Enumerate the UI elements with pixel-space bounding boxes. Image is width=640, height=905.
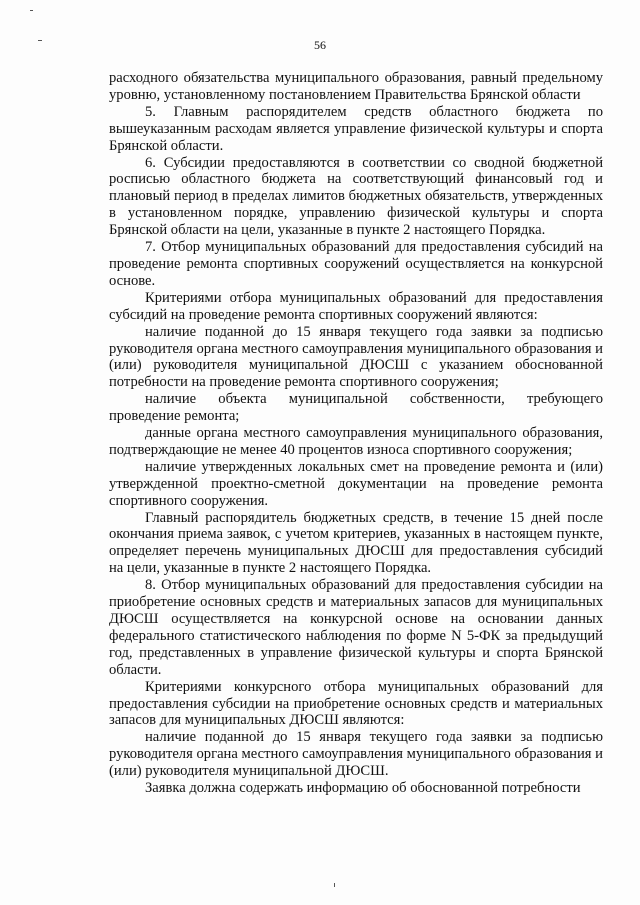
paragraph: расходного обязательства муниципального образования, равный предельному уровню, установленному постановлением Правительства Брянской области xyxy=(109,70,603,103)
paragraph: 6. Субсидии предоставляются в соответствии со сводной бюджетной росписью областного бюджета на соответствующий финансовый год и плановый период в пределах лимитов бюджетных обязательств, утвержденных в установленном порядке, управлению физической культуры и спорта Брянской области на цели, указанные в пункте 2 настоящего Порядка. xyxy=(109,154,603,239)
paragraph: данные органа местного самоуправления муниципального образования, подтверждающие не менее 40 процентов износа спортивного сооружения; xyxy=(109,425,603,458)
page-number: 56 xyxy=(314,38,326,52)
paragraph: 7. Отбор муниципальных образований для предоставления субсидий на проведение ремонта спортивных сооружений осуществляется на конкурсной основе. xyxy=(109,239,603,289)
paragraph: Критериями конкурсного отбора муниципальных образований для предоставления субсидии на приобретение основных средств и материальных запасов для муниципальных ДЮСШ являются: xyxy=(109,678,603,729)
paragraph: 8. Отбор муниципальных образований для предоставления субсидии на приобретение основных средств и материальных запасов для муниципальных ДЮСШ осуществляется на конкурсной основе на основании данных федерального статистического наблюдения по форме N 5-ФК за предыдущий год, представленных в управление физической культуры и спорта Брянской области. xyxy=(109,577,603,678)
paragraph: наличие поданной до 15 января текущего года заявки за подписью руководителя органа местного самоуправления муниципального образования и (или) руководителя муниципальной ДЮСШ. xyxy=(109,729,603,780)
paragraph: наличие утвержденных локальных смет на проведение ремонта и (или) утвержденной проектно-сметной документации на проведение ремонта спортивного сооружения. xyxy=(109,458,603,509)
paragraph: наличие поданной до 15 января текущего года заявки за подписью руководителя органа местного самоуправления муниципального образования и (или) руководителя муниципальной ДЮСШ с указанием обоснованной потребности на проведение ремонта спортивного сооружения; xyxy=(109,323,603,391)
document-body xyxy=(109,70,603,797)
paragraph: 5. Главным распорядителем средств областного бюджета по вышеуказанным расходам является управление физической культуры и спорта Брянской области. xyxy=(109,103,603,154)
paragraph: Критериями отбора муниципальных образований для предоставления субсидий на проведение ремонта спортивных сооружений являются: xyxy=(109,289,603,323)
paragraph: наличие объекта муниципальной собственности, требующего проведение ремонта; xyxy=(109,391,603,425)
paragraph: Заявка должна содержать информацию об обоснованной потребности xyxy=(145,780,581,797)
paragraph: Главный распорядитель бюджетных средств, в течение 15 дней после окончания приема заявок, с учетом критериев, указанных в настоящем пункте, определяет перечень муниципальных ДЮСШ для предоставления субсидий на цели, указанные в пункте 2 настоящего Порядка. xyxy=(109,509,603,577)
scan-mark xyxy=(30,10,33,11)
scan-mark xyxy=(334,883,335,887)
